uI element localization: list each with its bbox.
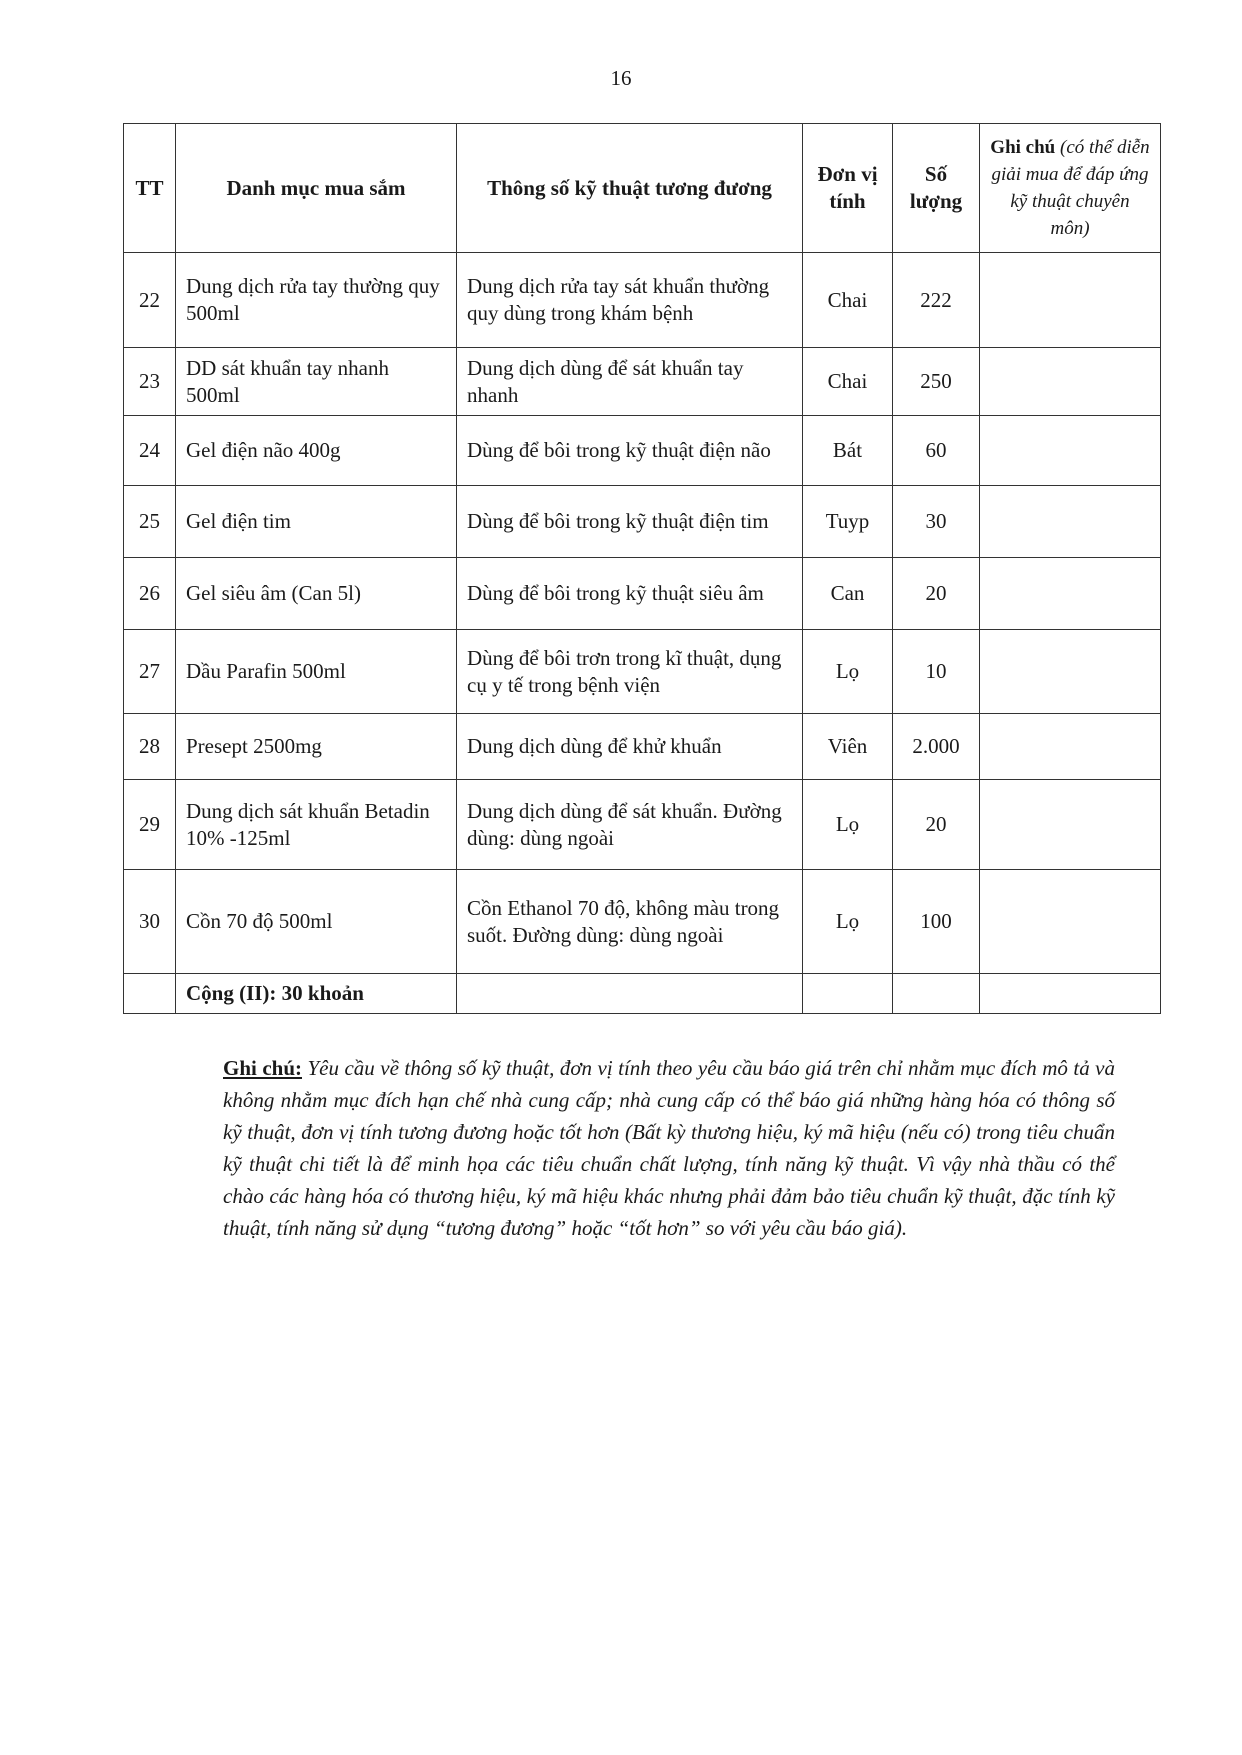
cell-item: Dung dịch rửa tay thường quy 500ml — [176, 253, 457, 348]
cell-item: Dung dịch sát khuẩn Betadin 10% -125ml — [176, 780, 457, 870]
table-row — [124, 558, 1161, 630]
cell-spec: Dung dịch dùng để sát khuẩn tay nhanh — [457, 348, 803, 416]
cell-tt: 23 — [124, 348, 176, 416]
header-unit: Đơn vị tính — [803, 124, 893, 253]
cell-note — [980, 630, 1161, 714]
header-note-label: Ghi chú — [990, 137, 1056, 158]
cell-unit: Can — [803, 558, 893, 630]
cell-qty: 2.000 — [893, 714, 980, 780]
cell-qty: 60 — [893, 416, 980, 486]
cell-spec: Cồn Ethanol 70 độ, không màu trong suốt. Đường dùng: dùng ngoài — [457, 870, 803, 974]
cell-unit: Lọ — [803, 870, 893, 974]
cell-qty: 250 — [893, 348, 980, 416]
total-label: Cộng (II): 30 khoản — [176, 974, 457, 1014]
total-empty-cell — [803, 974, 893, 1014]
cell-tt: 29 — [124, 780, 176, 870]
cell-qty: 10 — [893, 630, 980, 714]
cell-qty: 30 — [893, 486, 980, 558]
cell-item: DD sát khuẩn tay nhanh 500ml — [176, 348, 457, 416]
cell-unit: Lọ — [803, 630, 893, 714]
table-row — [124, 253, 1161, 348]
footnote-text: Yêu cầu về thông số kỹ thuật, đơn vị tính theo yêu cầu báo giá trên chỉ nhằm mục đích mô tả và không nhằm mục đích hạn chế nhà cung cấp; nhà cung cấp có thể báo giá những hàng hóa có thông số kỹ thuật, đơn vị tính tương đương hoặc tốt hơn (Bất kỳ thương hiệu, ký mã hiệu (nếu có) trong tiêu chuẩn kỹ thuật chi tiết là để minh họa các tiêu chuẩn chất lượng, tính năng kỹ thuật. Vì vậy nhà thầu có thể chào các hàng hóa có thương hiệu, ký mã hiệu khác nhưng phải đảm bảo tiêu chuẩn kỹ thuật, đặc tính kỹ thuật, tính năng sử dụng “tương đương” hoặc “tốt hơn” so với yêu cầu báo giá). — [223, 1056, 1116, 1240]
cell-unit: Tuyp — [803, 486, 893, 558]
cell-note — [980, 558, 1161, 630]
cell-qty: 100 — [893, 870, 980, 974]
cell-unit: Viên — [803, 714, 893, 780]
cell-note — [980, 870, 1161, 974]
cell-unit: Lọ — [803, 780, 893, 870]
header-tt: TT — [124, 124, 176, 253]
cell-spec: Dung dịch dùng để khử khuẩn — [457, 714, 803, 780]
table-row — [124, 870, 1161, 974]
page-number: 16 — [610, 66, 632, 90]
table-row — [124, 348, 1161, 416]
cell-spec: Dùng để bôi trong kỹ thuật siêu âm — [457, 558, 803, 630]
table-row — [124, 714, 1161, 780]
cell-tt: 22 — [124, 253, 176, 348]
table-row — [124, 630, 1161, 714]
header-item: Danh mục mua sắm — [176, 124, 457, 253]
purchase-table — [123, 123, 1161, 1014]
header-spec: Thông số kỹ thuật tương đương — [457, 124, 803, 253]
cell-tt: 26 — [124, 558, 176, 630]
header-qty: Số lượng — [893, 124, 980, 253]
cell-item: Cồn 70 độ 500ml — [176, 870, 457, 974]
cell-qty: 222 — [893, 253, 980, 348]
cell-spec: Dùng để bôi trong kỹ thuật điện tim — [457, 486, 803, 558]
cell-tt: 24 — [124, 416, 176, 486]
footnote-label: Ghi chú: — [223, 1056, 302, 1080]
cell-tt: 27 — [124, 630, 176, 714]
cell-spec: Dùng để bôi trong kỹ thuật điện não — [457, 416, 803, 486]
table-header-row — [124, 124, 1161, 253]
table-row — [124, 486, 1161, 558]
cell-note — [980, 714, 1161, 780]
table-row — [124, 416, 1161, 486]
cell-qty: 20 — [893, 780, 980, 870]
cell-item: Gel siêu âm (Can 5l) — [176, 558, 457, 630]
cell-unit: Chai — [803, 253, 893, 348]
cell-spec: Dung dịch dùng để sát khuẩn. Đường dùng: dùng ngoài — [457, 780, 803, 870]
cell-note — [980, 416, 1161, 486]
total-row — [124, 974, 1161, 1014]
cell-note — [980, 253, 1161, 348]
cell-qty: 20 — [893, 558, 980, 630]
cell-tt: 30 — [124, 870, 176, 974]
cell-unit: Chai — [803, 348, 893, 416]
cell-item: Dầu Parafin 500ml — [176, 630, 457, 714]
cell-item: Gel điện não 400g — [176, 416, 457, 486]
header-note-description: (có thể diễn giải mua để đáp ứng kỹ thuật chuyên môn) — [991, 137, 1150, 239]
total-empty-cell — [124, 974, 176, 1014]
cell-item: Gel điện tim — [176, 486, 457, 558]
total-empty-cell — [893, 974, 980, 1014]
cell-tt: 25 — [124, 486, 176, 558]
total-empty-cell — [980, 974, 1161, 1014]
cell-note — [980, 348, 1161, 416]
cell-note — [980, 486, 1161, 558]
header-note — [980, 124, 1161, 253]
table-row — [124, 780, 1161, 870]
cell-item: Presept 2500mg — [176, 714, 457, 780]
footnote — [223, 1052, 1115, 1244]
cell-tt: 28 — [124, 714, 176, 780]
cell-spec: Dung dịch rửa tay sát khuẩn thường quy dùng trong khám bệnh — [457, 253, 803, 348]
total-empty-cell — [457, 974, 803, 1014]
cell-note — [980, 780, 1161, 870]
cell-unit: Bát — [803, 416, 893, 486]
cell-spec: Dùng để bôi trơn trong kĩ thuật, dụng cụ y tế trong bệnh viện — [457, 630, 803, 714]
